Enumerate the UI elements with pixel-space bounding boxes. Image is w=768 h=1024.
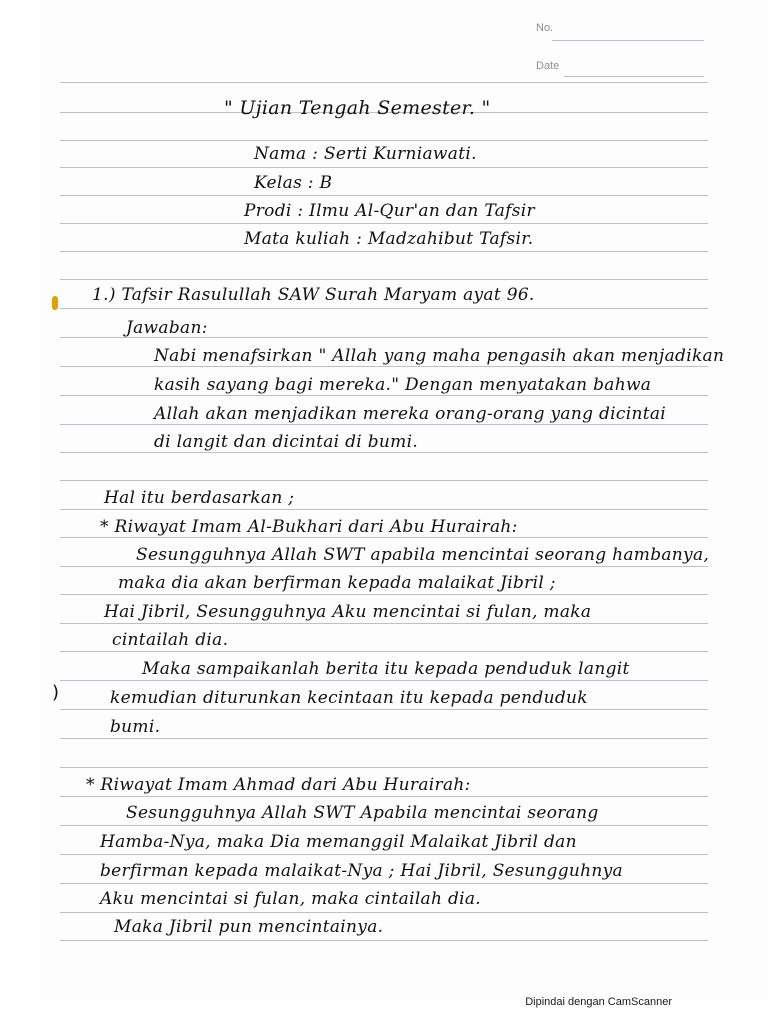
ruled-line [60, 912, 708, 913]
narration-1-line: bumi. [110, 717, 161, 737]
ruled-line [60, 223, 708, 224]
student-class: Kelas : B [254, 173, 333, 193]
ruled-line [60, 140, 708, 141]
ruled-line [60, 167, 708, 168]
ruled-line [60, 854, 708, 855]
date-label: Date [536, 60, 560, 72]
ruled-line [60, 594, 708, 595]
ruled-line [60, 366, 708, 367]
narration-1-line: Hai Jibril, Sesungguhnya Aku mencintai si fulan, maka [104, 602, 592, 622]
narration-1-line: Maka sampaikanlah berita itu kepada penduduk langit [142, 659, 630, 679]
question-1: 1.) Tafsir Rasulullah SAW Surah Maryam ayat 96. [92, 285, 535, 305]
ruled-line [60, 940, 708, 941]
narration-1-title: * Riwayat Imam Al-Bukhari dari Abu Hurairah: [100, 517, 518, 537]
ruled-line [60, 424, 708, 425]
date-underline [564, 76, 704, 77]
basis-intro: Hal itu berdasarkan ; [104, 488, 295, 508]
answer-line: Nabi menafsirkan " Allah yang maha pengasih akan menjadikan [154, 346, 725, 366]
ruled-line [60, 738, 708, 739]
narration-1-line: kemudian diturunkan kecintaan itu kepada penduduk [110, 688, 588, 708]
ruled-line [60, 308, 708, 309]
answer-line: di langit dan dicintai di bumi. [154, 432, 419, 452]
ruled-line [60, 767, 708, 768]
number-label: No. [536, 22, 554, 34]
narration-1-line: Sesungguhnya Allah SWT apabila mencintai seorang hambanya, [136, 545, 710, 565]
margin-mark [52, 296, 58, 310]
number-underline [552, 40, 704, 41]
ruled-line [60, 480, 708, 481]
ruled-line [60, 709, 708, 710]
narration-2-line: Maka Jibril pun mencintainya. [114, 917, 384, 937]
ruled-line [60, 623, 708, 624]
exam-title: " Ujian Tengah Semester. " [224, 97, 491, 119]
narration-2-line: berfirman kepada malaikat-Nya ; Hai Jibril, Sesungguhnya [100, 861, 623, 881]
narration-2-line: Aku mencintai si fulan, maka cintailah dia. [100, 889, 481, 909]
answer-line: kasih sayang bagi mereka." Dengan menyatakan bahwa [154, 375, 652, 395]
study-program: Prodi : Ilmu Al-Qur'an dan Tafsir [244, 201, 535, 221]
ruled-line [60, 195, 708, 196]
ruled-line [60, 566, 708, 567]
narration-2-line: Sesungguhnya Allah SWT Apabila mencintai seorang [126, 803, 599, 823]
ruled-line [60, 452, 708, 453]
student-name: Nama : Serti Kurniawati. [254, 144, 477, 164]
ruled-line [60, 509, 708, 510]
ruled-line [60, 395, 708, 396]
narration-2-line: Hamba-Nya, maka Dia memanggil Malaikat Jibril dan [100, 832, 577, 852]
answer-line: Allah akan menjadikan mereka orang-orang yang dicintai [154, 404, 667, 424]
ruled-line [60, 796, 708, 797]
margin-paren: ) [52, 682, 60, 703]
ruled-line [60, 883, 708, 884]
narration-1-line: cintailah dia. [112, 630, 229, 650]
course-name: Mata kuliah : Madzahibut Tafsir. [244, 229, 534, 249]
ruled-line [60, 680, 708, 681]
ruled-line [60, 279, 708, 280]
ruled-line [60, 537, 708, 538]
ruled-line [60, 651, 708, 652]
ruled-line [60, 251, 708, 252]
answer-label: Jawaban: [126, 318, 208, 338]
narration-2-title: * Riwayat Imam Ahmad dari Abu Hurairah: [86, 775, 471, 795]
scanner-watermark: Dipindai dengan CamScanner [525, 996, 672, 1008]
narration-1-line: maka dia akan berfirman kepada malaikat Jibril ; [118, 573, 556, 593]
ruled-line [60, 825, 708, 826]
ruled-line [60, 82, 708, 83]
